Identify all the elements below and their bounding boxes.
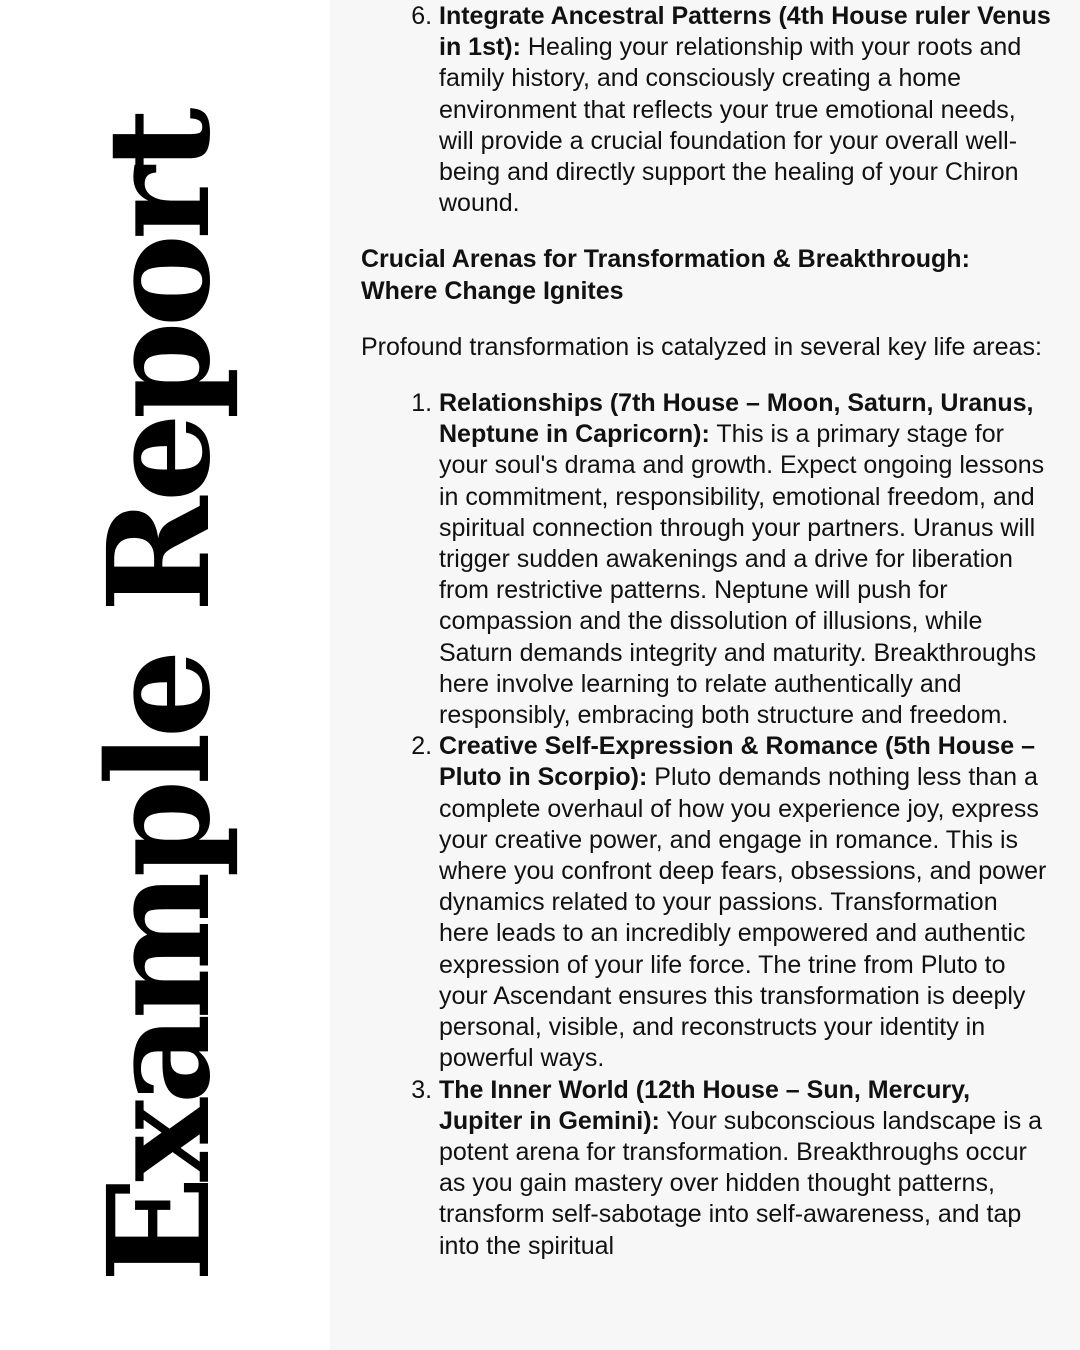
list-item-heading: The Inner World (12th House – Sun, Mercury, Jupiter in Gemini): <box>439 1075 971 1135</box>
section-heading: Crucial Arenas for Transformation & Breakthrough: Where Change Ignites <box>361 245 970 305</box>
list-item <box>439 388 1053 731</box>
list-item-body: This is a primary stage for your soul's drama and growth. Expect ongoing lessons in commitment, responsibility, emotional freedom, and spiritual connection through your partners. Uranus will trigger sudden awakenings and a drive for liberation from restrictive patterns. Neptune will push for compassion and the dissolution of illusions, while Saturn demands integrity and maturity. Breakthroughs here involve learning to relate authentically and responsibly, embracing both structure and freedom. <box>439 420 1045 730</box>
report-content[interactable] <box>330 0 1080 1350</box>
list-item-body: Healing your relationship with your roots and family history, and consciously creating a home environment that reflects your true emotional needs, will provide a crucial foundation for your overall well-being and directly support the healing of your Chiron wound. <box>439 33 1022 218</box>
list-item-body: Your subconscious landscape is a potent arena for transformation. Breakthroughs occur as you gain mastery over hidden thought patterns, transform self-sabotage into self-awareness, and tap into the spiritual <box>439 1106 1043 1260</box>
side-title-panel <box>0 0 330 1350</box>
side-title: Example Report <box>78 113 242 1283</box>
list-item <box>439 1 1053 219</box>
list-item <box>439 731 1053 1074</box>
top-list <box>361 1 1053 219</box>
section-intro: Profound transformation is catalyzed in several key life areas: <box>361 332 1042 361</box>
list-item-heading: Integrate Ancestral Patterns (4th House ruler Venus in 1st): <box>439 2 1051 62</box>
report-text <box>361 1 1053 1262</box>
list-item-heading: Creative Self-Expression & Romance (5th House – Pluto in Scorpio): <box>439 732 1036 792</box>
list-item <box>439 1075 1053 1262</box>
list-item-heading: Relationships (7th House – Moon, Saturn, Uranus, Neptune in Capricorn): <box>439 389 1034 449</box>
list-item-body: Pluto demands nothing less than a complete overhaul of how you experience joy, express your creative power, and engage in romance. This is where you confront deep fears, obsessions, and power dynamics related to your passions. Transformation here leads to an incredibly empowered and authentic expression of your life force. The trine from Pluto to your Ascendant ensures this transformation is deeply personal, visible, and reconstructs your identity in powerful ways. <box>439 763 1047 1073</box>
arenas-list <box>361 388 1053 1262</box>
